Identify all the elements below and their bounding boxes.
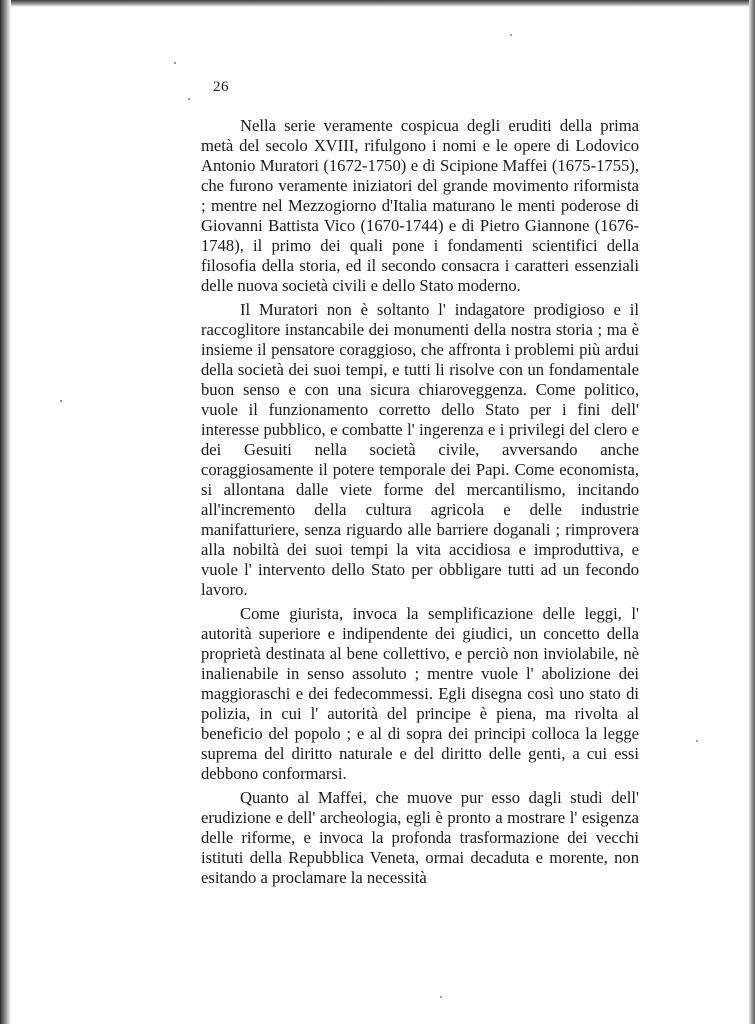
paragraph: Quanto al Maffei, che muove pur esso dagli studi dell' erudizione e dell' archeologia, egli è pronto a mostrare l' esigenza delle riforme, e invoca la profonda trasformazione dei vecchi istituti della Repubblica Veneta, ormai decaduta e morente, non esitando a proclamare la necessità (201, 788, 639, 887)
speck (188, 98, 190, 100)
body-text (201, 116, 639, 892)
paragraph: Come giurista, invoca la semplificazione delle leggi, l' autorità superiore e indipendente dei giudici, un concetto della proprietà destinata al bene collettivo, e perciò non inviolabile, nè inalienabile in senso assoluto ; mentre vuole l' abolizione dei maggioraschi e dei fedecommessi. Egli disegna così uno stato di polizia, in cui l' autorità del principe è piena, ma rivolta al beneficio del popolo ; e al di sopra dei principi colloca la legge suprema del diritto naturale e del diritto delle genti, a cui essi debbono conformarsi. (201, 604, 639, 783)
speck (174, 62, 176, 64)
scan-right-edge (749, 0, 755, 1024)
speck (60, 400, 62, 402)
paragraph: Nella serie veramente cospicua degli eruditi della prima metà del secolo XVIII, rifulgono i nomi e le opere di Lodovico Antonio Muratori (1672-1750) e di Scipione Maffei (1675-1755), che furono veramente iniziatori del grande movimento riformista ; mentre nel Mezzogiorno d'Italia maturano le menti poderose di Giovanni Battista Vico (1670-1744) e di Pietro Giannone (1676-1748), il primo dei quali pone i fondamenti scientifici della filosofia della storia, ed il secondo consacra i caratteri essenziali delle nuova società civili e dello Stato moderno. (201, 116, 639, 295)
page-number: 26 (213, 79, 229, 95)
speck (696, 740, 698, 742)
paragraph: Il Muratori non è soltanto l' indagatore prodigioso e il raccoglitore instancabile dei monumenti della nostra storia ; ma è insieme il pensatore coraggioso, che affronta i problemi più ardui della società dei suoi tempi, e tutti li risolve con un fondamentale buon senso e con una sicura chiaroveggenza. Come politico, vuole il funzionamento corretto dello Stato per i fini dell' interesse pubblico, e combatte l' ingerenza e i privilegi del clero e dei Gesuiti nella società civile, avversando anche coraggiosamente il potere temporale dei Papi. Come economista, si allontana dalle viete forme del mercantilismo, incitando all'incremento della cultura agricola e delle industrie manifatturiere, senza riguardo alle barriere doganali ; rimprovera alla nobiltà dei suoi tempi la vita accidiosa e improduttiva, e vuole l' intervento dello Stato per obbligare tutti ad un fecondo lavoro. (201, 300, 639, 599)
speck (440, 996, 442, 998)
scan-left-edge (0, 0, 11, 1024)
scan-top-edge (0, 0, 755, 7)
speck (510, 34, 512, 36)
